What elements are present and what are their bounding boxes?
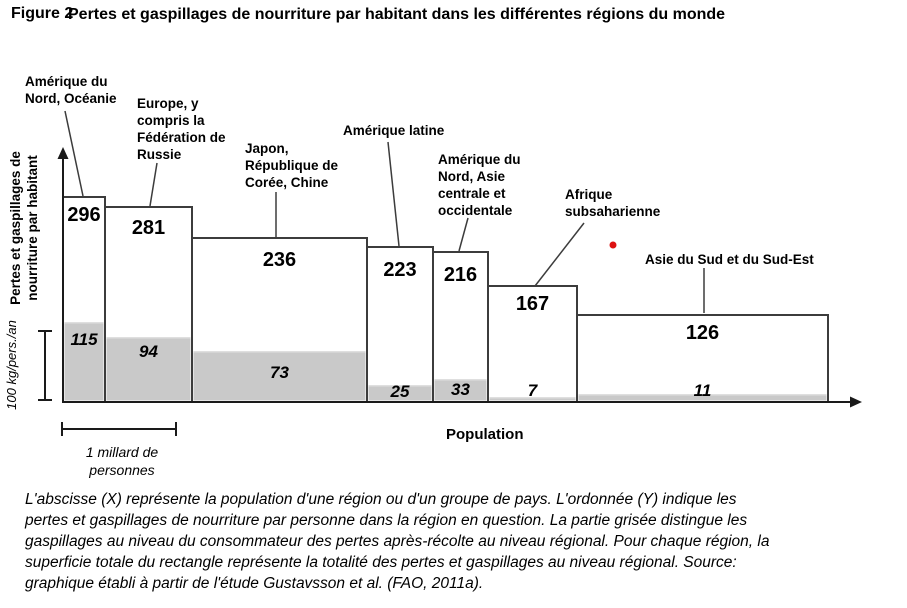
consumer-value-afrique-subsaharienne: 7	[527, 381, 538, 400]
y-axis-title: Pertes et gaspillages de nourriture par habitant	[8, 151, 40, 305]
total-value-asie-sud-sudest: 126	[685, 322, 720, 344]
x-axis-title: Population	[446, 426, 524, 443]
leader-line-amerique-nord-oceanie	[65, 111, 83, 196]
leader-line-amerique-nord-asie-centrale-occidentale	[459, 218, 468, 251]
leader-line-europe-russie	[150, 163, 157, 206]
caption-line: L'abscisse (X) représente la population d'une région ou d'un groupe de pays. L'ordonnée (Y) indique les	[25, 491, 737, 508]
leader-line-afrique-subsaharienne	[535, 223, 584, 286]
total-value-amerique-nord-asie-centrale-occidentale: 216	[443, 264, 478, 286]
region-label-asie-sud-sudest: Asie du Sud et du Sud-Est	[645, 252, 814, 267]
caption-line: gaspillages au niveau du consommateur des pertes après-récolte au niveau régional. Pour chaque région, la	[25, 533, 770, 550]
total-value-amerique-latine: 223	[383, 259, 417, 281]
caption-line: superficie totale du rectangle représente la totalité des pertes et gaspillages au niveau régional. Source:	[25, 554, 737, 571]
total-value-japon-coree-chine: 236	[262, 249, 297, 271]
figure-label: Figure 2	[11, 5, 74, 22]
y-scale-label: 100 kg/pers./an	[4, 320, 19, 410]
x-scale-label: 1 millard de personnes	[85, 444, 159, 478]
figure-caption	[25, 489, 895, 594]
consumer-value-japon-coree-chine: 73	[270, 363, 289, 382]
consumer-value-asie-sud-sudest: 11	[693, 381, 712, 400]
caption-line: graphique établi à partir de l'étude Gustavsson et al. (FAO, 2011a).	[25, 575, 484, 592]
region-label-amerique-latine: Amérique latine	[343, 123, 445, 138]
caption-line: pertes et gaspillages de nourriture par personne dans la région en question. La partie grisée distingue les	[25, 512, 748, 529]
region-label-japon-coree-chine: Japon, République de Corée, Chine	[245, 141, 339, 190]
y-axis-arrow	[58, 147, 69, 159]
consumer-value-amerique-nord-oceanie: 115	[70, 330, 98, 349]
figure-title: Pertes et gaspillages de nourriture par habitant dans les différentes régions du monde	[68, 6, 726, 23]
x-axis-arrow	[850, 397, 862, 408]
region-label-amerique-nord-oceanie: Amérique du Nord, Océanie	[25, 74, 117, 106]
consumer-value-europe-russie: 94	[139, 342, 158, 361]
region-label-afrique-subsaharienne: Afrique subsaharienne	[565, 187, 661, 219]
leader-line-amerique-latine	[388, 142, 399, 246]
consumer-value-amerique-nord-asie-centrale-occidentale: 33	[451, 380, 470, 399]
consumer-value-amerique-latine: 25	[390, 382, 410, 401]
region-label-europe-russie: Europe, y compris la Fédération de Russie	[137, 96, 226, 162]
red-dot	[610, 242, 617, 249]
total-value-amerique-nord-oceanie: 296	[67, 204, 101, 226]
region-label-amerique-nord-asie-centrale-occidentale: Amérique du Nord, Asie centrale et occidentale	[438, 152, 521, 218]
total-value-afrique-subsaharienne: 167	[515, 293, 550, 315]
total-value-europe-russie: 281	[131, 217, 166, 239]
